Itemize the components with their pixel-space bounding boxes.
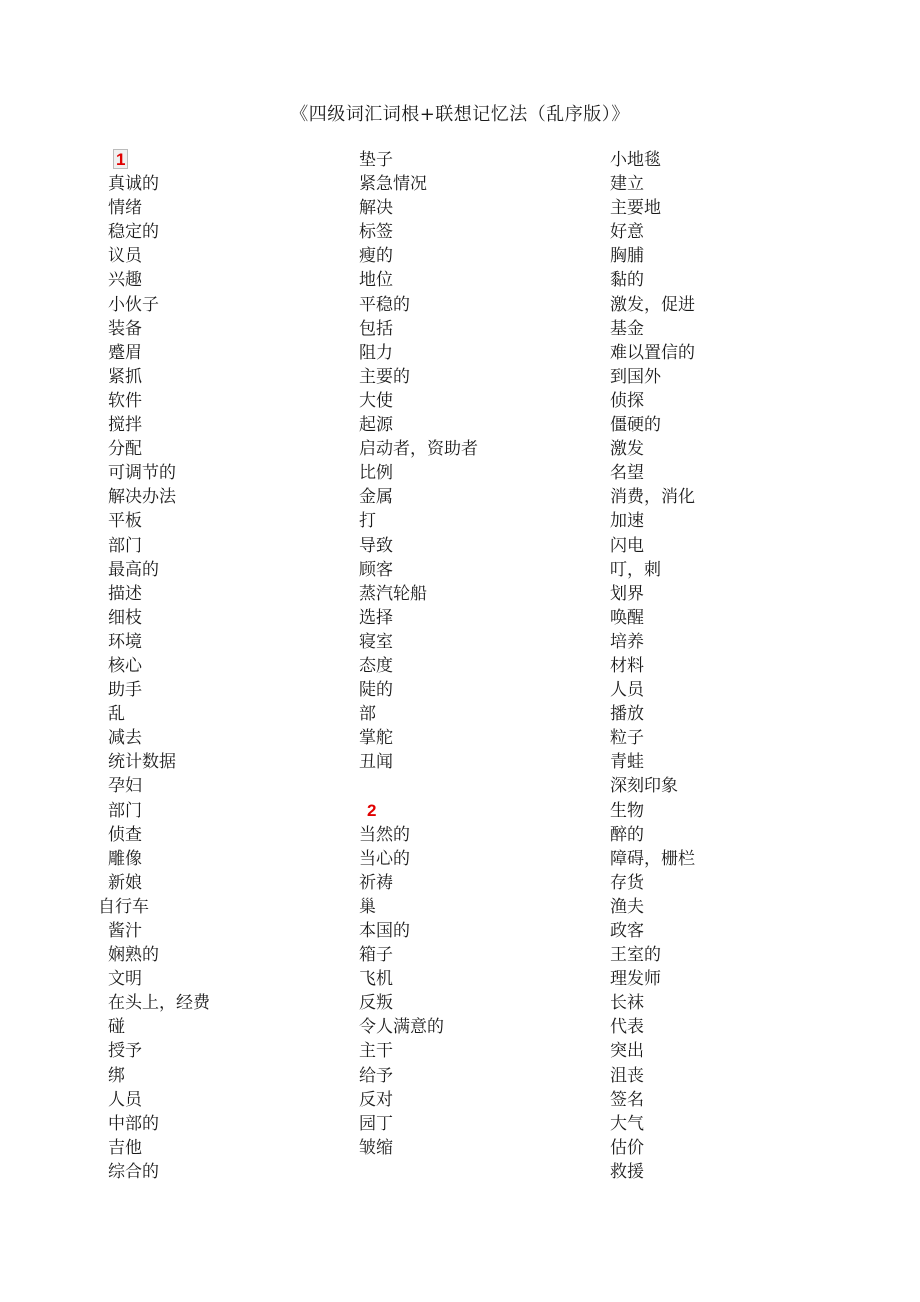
- vocab-item: 侦查: [108, 824, 142, 845]
- vocab-item: 平稳的: [359, 294, 410, 315]
- section-number-2: 2: [367, 800, 377, 820]
- vocab-item: 助手: [108, 680, 142, 701]
- vocab-item: 皱缩: [359, 1137, 393, 1158]
- vocab-item: 黏的: [610, 270, 644, 291]
- vocab-item: 基金: [610, 318, 644, 339]
- vocab-item: 娴熟的: [108, 945, 159, 966]
- vocab-item: 王室的: [610, 945, 661, 966]
- vocab-item: 长袜: [610, 993, 644, 1014]
- vocab-item: 导致: [359, 535, 393, 556]
- vocab-item: 装备: [108, 318, 142, 339]
- vocab-item: 给予: [359, 1065, 393, 1086]
- vocab-item: 部门: [108, 535, 142, 556]
- vocab-item: 综合的: [108, 1161, 159, 1182]
- vocab-item: 紧急情况: [359, 174, 427, 195]
- vocab-item: 授予: [108, 1041, 142, 1062]
- vocab-item: 激发，促进: [610, 294, 695, 315]
- vocab-item: 渔夫: [610, 896, 644, 917]
- vocab-item: 反对: [359, 1089, 393, 1110]
- vocab-item: 议员: [108, 246, 142, 267]
- vocab-item: 搅拌: [108, 415, 142, 436]
- vocab-item: 情绪: [108, 198, 142, 219]
- vocab-item: 人员: [108, 1089, 142, 1110]
- vocab-item: 自行车: [98, 896, 149, 917]
- vocab-item: 酱汁: [108, 921, 142, 941]
- vocab-item: 巢: [359, 896, 376, 917]
- vocab-item: 蹙眉: [108, 342, 142, 363]
- vocab-item: 稳定的: [108, 222, 159, 243]
- vocab-item: 名望: [610, 463, 644, 484]
- section-marker-1: [108, 148, 210, 172]
- vocab-item: 比例: [359, 463, 393, 484]
- vocab-item: 存货: [610, 872, 644, 893]
- vocab-item: 起源: [359, 415, 393, 436]
- vocab-item: 当心的: [359, 848, 410, 869]
- vocab-item: 胸脯: [610, 246, 644, 267]
- vocab-column-3: [610, 148, 695, 1184]
- vocab-item: 醉的: [610, 824, 644, 845]
- vocab-item: 核心: [108, 655, 142, 676]
- vocab-item: 孕妇: [108, 776, 142, 797]
- vocab-item: 僵硬的: [610, 415, 661, 436]
- page-title: 《四级词汇词根+联想记忆法（乱序版）》: [290, 104, 630, 125]
- vocab-item: 平板: [108, 511, 142, 532]
- vocab-item: 蒸汽轮船: [359, 583, 427, 604]
- vocab-column-1: [98, 148, 210, 1184]
- vocab-item: 到国外: [610, 366, 661, 387]
- vocab-item: 叮，刺: [610, 559, 661, 580]
- vocab-item: 真诚的: [108, 174, 159, 195]
- vocab-item: 细枝: [108, 607, 142, 628]
- vocab-item: 加速: [610, 511, 644, 532]
- vocab-item: 小伙子: [108, 294, 159, 315]
- vocab-item: 绑: [108, 1065, 125, 1086]
- vocab-item: 紧抓: [108, 366, 142, 387]
- vocab-item: 小地毯: [610, 150, 661, 170]
- vocab-item: 新娘: [108, 872, 142, 893]
- vocab-item: 消费，消化: [610, 487, 695, 508]
- section-number-1: 1: [113, 149, 128, 169]
- vocab-item: 主要的: [359, 366, 410, 387]
- vocab-item: 丑闻: [359, 752, 393, 773]
- vocab-item: 反叛: [359, 993, 393, 1014]
- vocab-item: 陡的: [359, 680, 393, 701]
- vocab-item: 解决: [359, 198, 393, 219]
- vocab-item: 减去: [108, 728, 142, 749]
- vocab-item: 在头上，经费: [108, 993, 210, 1014]
- vocab-item: 突出: [610, 1041, 644, 1062]
- vocab-item: 部: [359, 704, 376, 725]
- vocab-item: 雕像: [108, 848, 142, 869]
- vocab-item: 激发: [610, 439, 644, 460]
- vocab-item: 最高的: [108, 559, 159, 580]
- vocab-item: 瘦的: [359, 246, 393, 267]
- vocab-item: 环境: [108, 631, 142, 652]
- vocab-item: 乱: [108, 704, 125, 725]
- vocab-item: 软件: [108, 390, 142, 411]
- vocab-item: 选择: [359, 607, 393, 628]
- vocab-item: 包括: [359, 318, 393, 339]
- vocab-item: 园丁: [359, 1113, 393, 1134]
- vocab-item: 描述: [108, 583, 142, 604]
- vocab-item: 签名: [610, 1089, 644, 1110]
- vocab-item: 启动者，资助者: [359, 439, 478, 460]
- vocab-item: 吉他: [108, 1137, 142, 1158]
- vocab-item: 好意: [610, 222, 644, 243]
- vocab-item: 建立: [610, 174, 644, 195]
- vocab-item: 态度: [359, 655, 393, 676]
- vocab-item: 部门: [108, 800, 142, 821]
- vocab-item: 唤醒: [610, 607, 644, 628]
- vocab-item: 分配: [108, 439, 142, 460]
- vocab-item: 侦探: [610, 390, 644, 411]
- vocab-item: 青蛙: [610, 752, 644, 773]
- vocab-item: 本国的: [359, 921, 410, 941]
- vocab-item: 培养: [610, 631, 644, 652]
- vocab-item: 主要地: [610, 198, 661, 219]
- vocab-item: 标签: [359, 222, 393, 243]
- vocab-item: 划界: [610, 583, 644, 604]
- vocab-item: 解决办法: [108, 487, 176, 508]
- vocab-item: 大使: [359, 390, 393, 411]
- vocab-item: 垫子: [359, 150, 393, 170]
- vocab-item: 文明: [108, 969, 142, 990]
- vocab-item: 理发师: [610, 969, 661, 990]
- vocab-item: 碰: [108, 1017, 125, 1038]
- vocab-item: 地位: [359, 270, 393, 291]
- vocab-item: 粒子: [610, 728, 644, 749]
- vocab-item: 难以置信的: [610, 342, 695, 363]
- vocab-item: 顾客: [359, 559, 393, 580]
- vocab-item: 代表: [610, 1017, 644, 1038]
- vocab-item: 人员: [610, 680, 644, 701]
- vocab-item: 兴趣: [108, 270, 142, 291]
- vocab-item: 障碍，栅栏: [610, 848, 695, 869]
- vocab-item: 救援: [610, 1161, 644, 1182]
- vocab-item: 掌舵: [359, 728, 393, 749]
- vocab-item: 金属: [359, 487, 393, 508]
- vocab-item: 估价: [610, 1137, 644, 1158]
- vocab-item: 祈祷: [359, 872, 393, 893]
- vocab-column-2: [359, 148, 478, 1160]
- vocab-item: 箱子: [359, 945, 393, 966]
- blank-row: [359, 774, 478, 798]
- vocab-item: 播放: [610, 704, 644, 725]
- section-marker-2: [359, 799, 478, 823]
- vocab-item: 当然的: [359, 824, 410, 845]
- vocab-item: 令人满意的: [359, 1017, 444, 1038]
- vocab-item: 沮丧: [610, 1065, 644, 1086]
- vocab-item: 寝室: [359, 631, 393, 652]
- vocab-item: 深刻印象: [610, 776, 678, 797]
- vocab-item: 闪电: [610, 535, 644, 556]
- vocab-item: 政客: [610, 921, 644, 941]
- vocab-item: 大气: [610, 1113, 644, 1134]
- vocab-item: 生物: [610, 800, 644, 821]
- vocab-item: 统计数据: [108, 752, 176, 773]
- vocab-item: 飞机: [359, 969, 393, 990]
- vocab-item: 中部的: [108, 1113, 159, 1134]
- vocab-item: 可调节的: [108, 463, 176, 484]
- vocab-item: 材料: [610, 655, 644, 676]
- vocab-item: 主干: [359, 1041, 393, 1062]
- vocab-item: 打: [359, 511, 376, 532]
- vocab-item: 阻力: [359, 342, 393, 363]
